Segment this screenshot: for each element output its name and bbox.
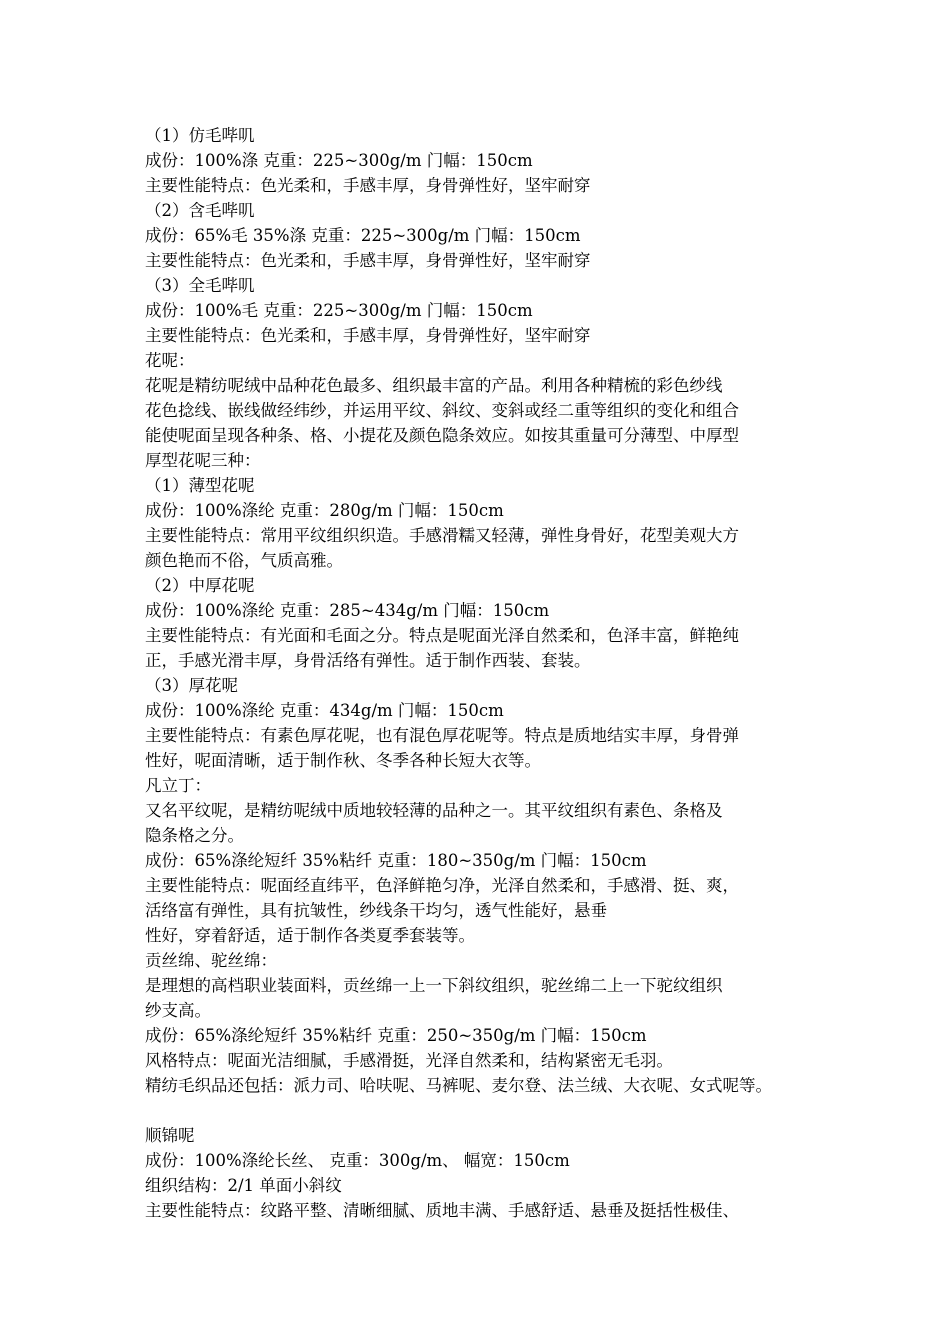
- text-line: 主要性能特点：纹路平整、清晰细腻、质地丰满、手感舒适、悬垂及挺括性极佳、: [145, 1201, 739, 1220]
- text-line: （1）仿毛哔叽: [145, 126, 255, 145]
- text-line: 风格特点：呢面光洁细腻，手感滑挺，光泽自然柔和，结构紧密无毛羽。: [145, 1051, 673, 1070]
- text-line: 成份：100%涤纶 克重：434g/m 门幅：150cm: [145, 701, 504, 720]
- text-line: 成份：65%涤纶短纤 35%粘纤 克重：250~350g/m 门幅：150cm: [145, 1026, 647, 1045]
- text-line: 厚型花呢三种：: [145, 451, 261, 470]
- text-line: （2）中厚花呢: [145, 576, 255, 595]
- text-line: 主要性能特点：色光柔和，手感丰厚，身骨弹性好，坚牢耐穿: [145, 251, 591, 270]
- text-line: 成份：65%毛 35%涤 克重：225~300g/m 门幅：150cm: [145, 226, 581, 245]
- text-line: 活络富有弹性，具有抗皱性，纱线条干均匀，透气性能好，悬垂: [145, 901, 607, 920]
- text-line: 成份：100%毛 克重：225~300g/m 门幅：150cm: [145, 301, 533, 320]
- text-line: 花色捻线、嵌线做经纬纱，并运用平纹、斜纹、变斜或经二重等组织的变化和组合: [145, 401, 739, 420]
- text-line: 成份：65%涤纶短纤 35%粘纤 克重：180~350g/m 门幅：150cm: [145, 851, 647, 870]
- text-line: 花呢是精纺呢绒中品种花色最多、组织最丰富的产品。利用各种精梳的彩色纱线: [145, 376, 723, 395]
- text-line: （1）薄型花呢: [145, 476, 255, 495]
- text-line: 成份：100%涤纶 克重：280g/m 门幅：150cm: [145, 501, 504, 520]
- text-line: （2）含毛哔叽: [145, 201, 255, 220]
- text-line: （3）全毛哔叽: [145, 276, 255, 295]
- text-line: 成份：100%涤纶长丝、 克重：300g/m、 幅宽：150cm: [145, 1151, 570, 1170]
- text-line: 精纺毛织品还包括：派力司、哈呋呢、马裤呢、麦尔登、法兰绒、大衣呢、女式呢等。: [145, 1076, 772, 1095]
- text-line: 成份：100%涤纶 克重：285~434g/m 门幅：150cm: [145, 601, 550, 620]
- text-line: 成份：100%涤 克重：225~300g/m 门幅：150cm: [145, 151, 533, 170]
- text-line: 颜色艳而不俗，气质高雅。: [145, 551, 343, 570]
- text-line: 隐条格之分。: [145, 826, 244, 845]
- text-line: （3）厚花呢: [145, 676, 238, 695]
- document-body: [145, 123, 935, 1223]
- text-line: 能使呢面呈现各种条、格、小提花及颜色隐条效应。如按其重量可分薄型、中厚型: [145, 426, 739, 445]
- text-line: 是理想的高档职业装面料，贡丝绵一上一下斜纹组织，驼丝绵二上一下驼纹组织: [145, 976, 723, 995]
- text-line: 花呢：: [145, 351, 195, 370]
- blank-line: [145, 1098, 935, 1123]
- text-line: 主要性能特点：常用平纹组织织造。手感滑糯又轻薄，弹性身骨好，花型美观大方: [145, 526, 739, 545]
- text-line: 性好，呢面清晰，适于制作秋、冬季各种长短大衣等。: [145, 751, 541, 770]
- text-line: 性好，穿着舒适，适于制作各类夏季套装等。: [145, 926, 475, 945]
- text-line: 主要性能特点：呢面经直纬平，色泽鲜艳匀净，光泽自然柔和，手感滑、挺、爽，: [145, 876, 739, 895]
- text-line: 顺锦呢: [145, 1126, 195, 1145]
- text-line: 主要性能特点：有光面和毛面之分。特点是呢面光泽自然柔和，色泽丰富，鲜艳纯: [145, 626, 739, 645]
- text-line: 贡丝绵、驼丝绵：: [145, 951, 277, 970]
- text-line: 主要性能特点：色光柔和，手感丰厚，身骨弹性好，坚牢耐穿: [145, 326, 591, 345]
- text-line: 正，手感光滑丰厚，身骨活络有弹性。适于制作西装、套装。: [145, 651, 591, 670]
- text-line: 凡立丁：: [145, 776, 211, 795]
- text-line: 纱支高。: [145, 1001, 211, 1020]
- text-line: 组织结构：2/1 单面小斜纹: [145, 1176, 342, 1195]
- text-line: 主要性能特点：色光柔和，手感丰厚，身骨弹性好，坚牢耐穿: [145, 176, 591, 195]
- text-line: 主要性能特点：有素色厚花呢，也有混色厚花呢等。特点是质地结实丰厚，身骨弹: [145, 726, 739, 745]
- text-line: 又名平纹呢，是精纺呢绒中质地较轻薄的品种之一。其平纹组织有素色、条格及: [145, 801, 723, 820]
